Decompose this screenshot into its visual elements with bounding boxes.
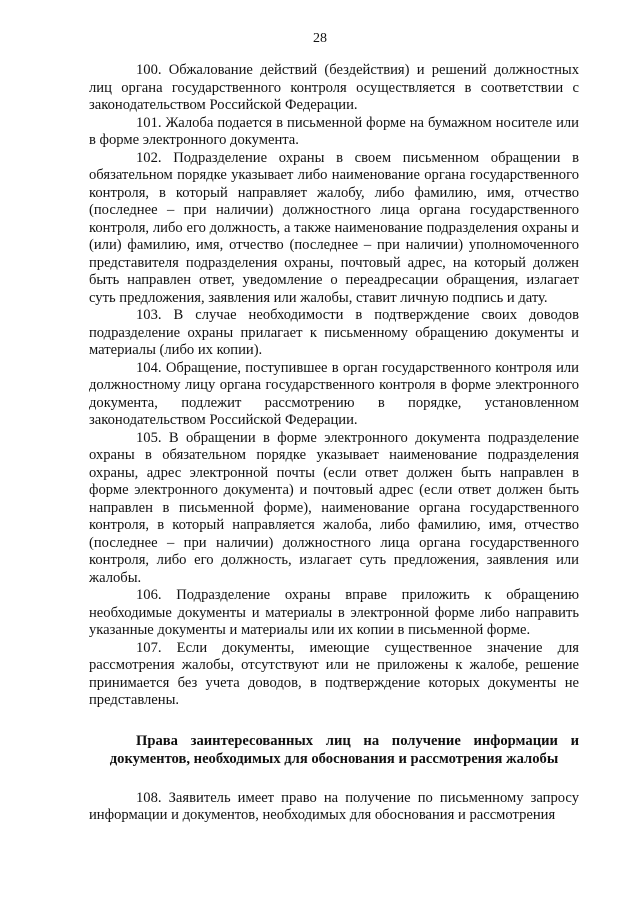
paragraph-100: 100. Обжалование действий (бездействия) и решений должностных лиц органа государственного контроля осуществляется в соответствии с законодательством Российской Федерации. bbox=[89, 62, 579, 113]
paragraph-104: 104. Обращение, поступившее в орган государственного контроля или должностному лицу органа государственного контроля в форме электронного документа, подлежит рассмотрению в порядке, установленном законодательством Российской Федерации. bbox=[89, 359, 579, 428]
document-body bbox=[89, 62, 579, 825]
section-heading: Права заинтересованных лиц на получение информации и документов, необходимых для обоснования и рассмотрения жалобы bbox=[109, 732, 579, 767]
paragraph-105: 105. В обращении в форме электронного документа подразделение охраны в обязательном порядке указывает наименование подразделения охраны, адрес электронной почты (если ответ должен быть направлен в форме электронного документа) и почтовый адрес (если ответ должен быть направлен в письменной форме), наименование органа государственного контроля, в который направляется жалоба, либо фамилию, имя, отчество (последнее – при наличии) должностного лица органа государственного контроля, либо его должность, излагает суть предложения, заявления или жалобы. bbox=[89, 429, 579, 586]
paragraph-106: 106. Подразделение охраны вправе приложить к обращению необходимые документы и материалы в электронной форме либо направить указанные документы и материалы или их копии в письменной форме. bbox=[89, 587, 579, 638]
paragraph-101: 101. Жалоба подается в письменной форме на бумажном носителе или в форме электронного документа. bbox=[89, 114, 579, 148]
paragraph-103: 103. В случае необходимости в подтверждение своих доводов подразделение охраны прилагает к письменному обращению документы и материалы (либо их копии). bbox=[89, 307, 579, 358]
paragraph-102: 102. Подразделение охраны в своем письменном обращении в обязательном порядке указывает либо наименование органа государственного контроля, в который направляет жалобу, либо фамилию, имя, отчество (последнее – при наличии) должностного лица органа государственного контроля, либо его должность, а также наименование подразделения охраны и (или) фамилию, имя, отчество (последнее – при наличии) уполномоченного представителя подразделения охраны, почтовый адрес, на который должен быть направлен ответ, уведомление о переадресации обращения, излагает суть предложения, заявления или жалобы, ставит личную подпись и дату. bbox=[89, 149, 579, 306]
page-number: 28 bbox=[313, 31, 327, 46]
paragraph-107: 107. Если документы, имеющие существенное значение для рассмотрения жалобы, отсутствуют или не приложены к жалобе, решение принимается без учета доводов, в подтверждение которых документы не представлены. bbox=[89, 639, 579, 708]
paragraph-108: 108. Заявитель имеет право на получение по письменному запросу информации и документов, необходимых для обоснования и рассмотрения bbox=[89, 789, 579, 823]
